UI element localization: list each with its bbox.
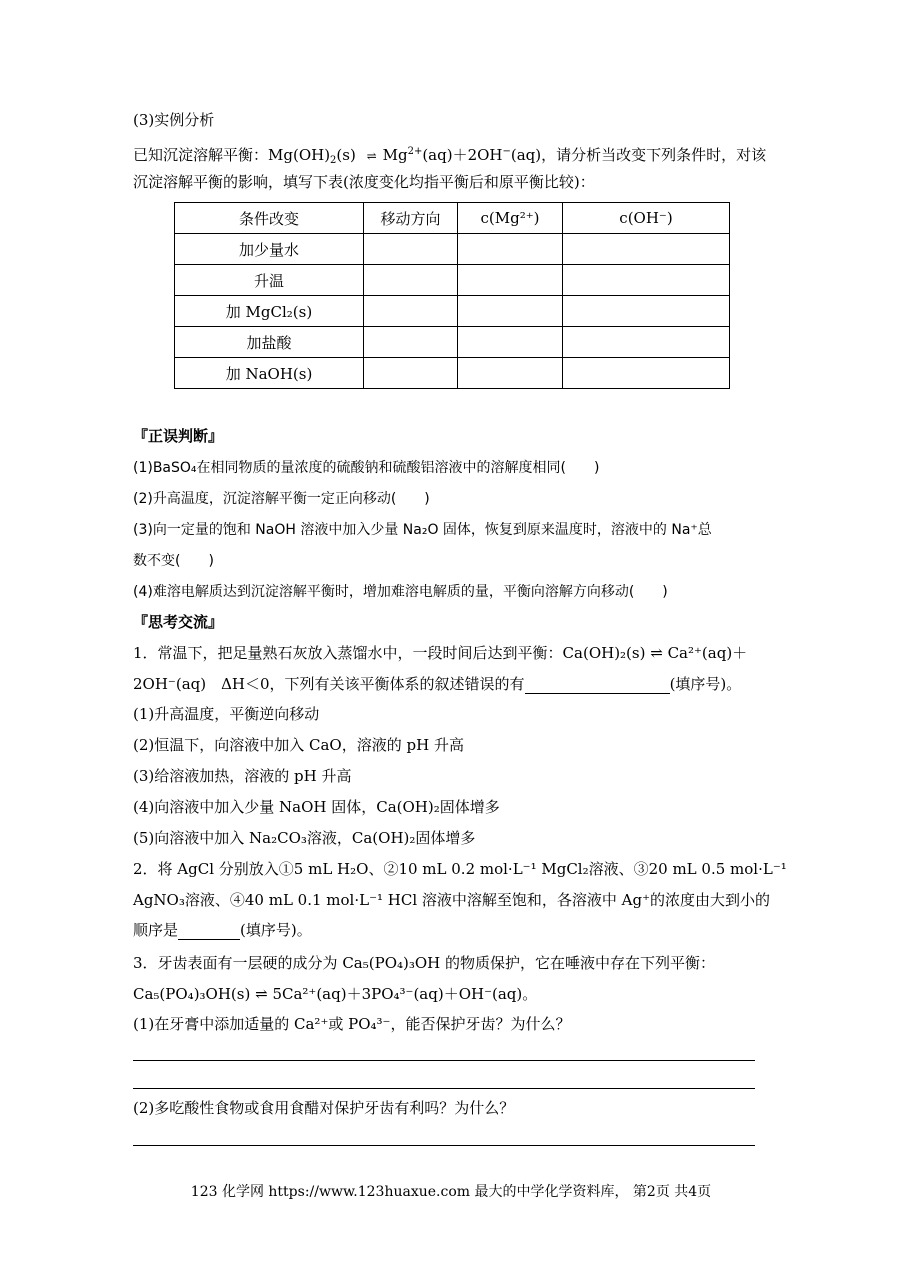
question-1-line-2: 2OH⁻(aq) ΔH＜0，下列有关该平衡体系的叙述错误的有 (填序号)。 (133, 675, 742, 693)
answer-cell[interactable] (364, 327, 458, 358)
question-3-sub-1: (1)在牙膏中添加适量的 Ca²⁺或 PO₄³⁻，能否保护牙齿？为什么？ (133, 1015, 571, 1033)
answer-cell[interactable] (563, 296, 730, 327)
intro-line-1: 已知沉淀溶解平衡：$Mg(OH)_2(s)$ ⇌ $Mg^{2+}(aq)+2OH^-(aq)$，请分析当改变下列条件时，对该 (133, 146, 767, 166)
judgement-item: (3)向一定量的饱和 NaOH 溶液中加入少量 Na₂O 固体，恢复到原来温度时，溶液中的 Na⁺总 (133, 522, 712, 538)
answer-cell[interactable] (364, 296, 458, 327)
answer-cell[interactable] (563, 234, 730, 265)
answer-blank[interactable] (525, 677, 670, 694)
header-cell: c(Mg²⁺) (458, 203, 563, 234)
answer-cell[interactable] (364, 358, 458, 389)
row-label: 加 NaOH(s) (175, 358, 364, 389)
judgement-item: 数不变( ) (133, 553, 214, 569)
row-label: 加少量水 (175, 234, 364, 265)
judgement-item: (4)难溶电解质达到沉淀溶解平衡时，增加难溶电解质的量，平衡向溶解方向移动( ) (133, 584, 668, 600)
intro-line-2: 沉淀溶解平衡的影响，填写下表(浓度变化均指平衡后和原平衡比较)： (133, 173, 595, 191)
answer-blank[interactable] (178, 923, 240, 940)
q1-option: (3)给溶液加热，溶液的 pH 升高 (133, 767, 352, 785)
question-2-line-3: 顺序是 (填序号)。 (133, 921, 312, 939)
row-label: 加盐酸 (175, 327, 364, 358)
question-1-line-1: 1．常温下，把足量熟石灰放入蒸馏水中，一段时间后达到平衡：Ca(OH)₂(s) ⇌ Ca²⁺(aq)＋ (133, 644, 748, 662)
answer-cell[interactable] (458, 358, 563, 389)
answer-cell[interactable] (458, 234, 563, 265)
condition-table (174, 202, 730, 389)
table-header-row (175, 203, 730, 234)
header-cell: 移动方向 (364, 203, 458, 234)
answer-cell[interactable] (364, 234, 458, 265)
header-cell: c(OH⁻) (563, 203, 730, 234)
table-row (175, 358, 730, 389)
answer-cell[interactable] (563, 327, 730, 358)
answer-cell[interactable] (458, 296, 563, 327)
discussion-title: 『思考交流』 (133, 613, 224, 631)
row-label: 升温 (175, 265, 364, 296)
question-2-line-1: 2．将 AgCl 分别放入①5 mL H₂O、②10 mL 0.2 mol·L⁻¹ MgCl₂溶液、③20 mL 0.5 mol·L⁻¹ (133, 860, 787, 878)
answer-cell[interactable] (364, 265, 458, 296)
q1-option: (5)向溶液中加入 Na₂CO₃溶液，Ca(OH)₂固体增多 (133, 829, 476, 847)
answer-line[interactable] (133, 1060, 755, 1061)
q1-option: (2)恒温下，向溶液中加入 CaO，溶液的 pH 升高 (133, 736, 464, 754)
judgement-item: (2)升高温度，沉淀溶解平衡一定正向移动( ) (133, 491, 430, 507)
answer-cell[interactable] (563, 358, 730, 389)
question-3-sub-2: (2)多吃酸性食物或食用食醋对保护牙齿有利吗？为什么？ (133, 1099, 515, 1117)
question-2-line-2: AgNO₃溶液、④40 mL 0.1 mol·L⁻¹ HCl 溶液中溶解至饱和，各溶液中 Ag⁺的浓度由大到小的 (133, 891, 771, 909)
section-title: (3)实例分析 (133, 111, 215, 129)
q1-option: (1)升高温度，平衡逆向移动 (133, 705, 320, 723)
q1-option: (4)向溶液中加入少量 NaOH 固体，Ca(OH)₂固体增多 (133, 798, 500, 816)
judgement-item: (1)BaSO₄在相同物质的量浓度的硫酸钠和硫酸铝溶液中的溶解度相同( ) (133, 460, 600, 476)
table-row (175, 296, 730, 327)
answer-line[interactable] (133, 1145, 755, 1146)
header-cell: 条件改变 (175, 203, 364, 234)
answer-cell[interactable] (563, 265, 730, 296)
answer-line[interactable] (133, 1088, 755, 1089)
table-row (175, 327, 730, 358)
answer-cell[interactable] (458, 327, 563, 358)
table-row (175, 234, 730, 265)
question-3-line-1: 3．牙齿表面有一层硬的成分为 Ca₅(PO₄)₃OH 的物质保护，它在唾液中存在下列平衡： (133, 954, 716, 972)
judgement-title: 『正误判断』 (133, 427, 224, 445)
row-label: 加 MgCl₂(s) (175, 296, 364, 327)
page-footer: 123 化学网 https://www.123huaxue.com 最大的中学化学资料库， 第2页 共4页 (190, 1184, 712, 1200)
answer-cell[interactable] (458, 265, 563, 296)
equilibrium-arrow-icon: ⇌ (366, 149, 377, 163)
table-row (175, 265, 730, 296)
question-3-line-2: Ca₅(PO₄)₃OH(s) ⇌ 5Ca²⁺(aq)＋3PO₄³⁻(aq)＋OH⁻(aq)。 (133, 985, 538, 1003)
